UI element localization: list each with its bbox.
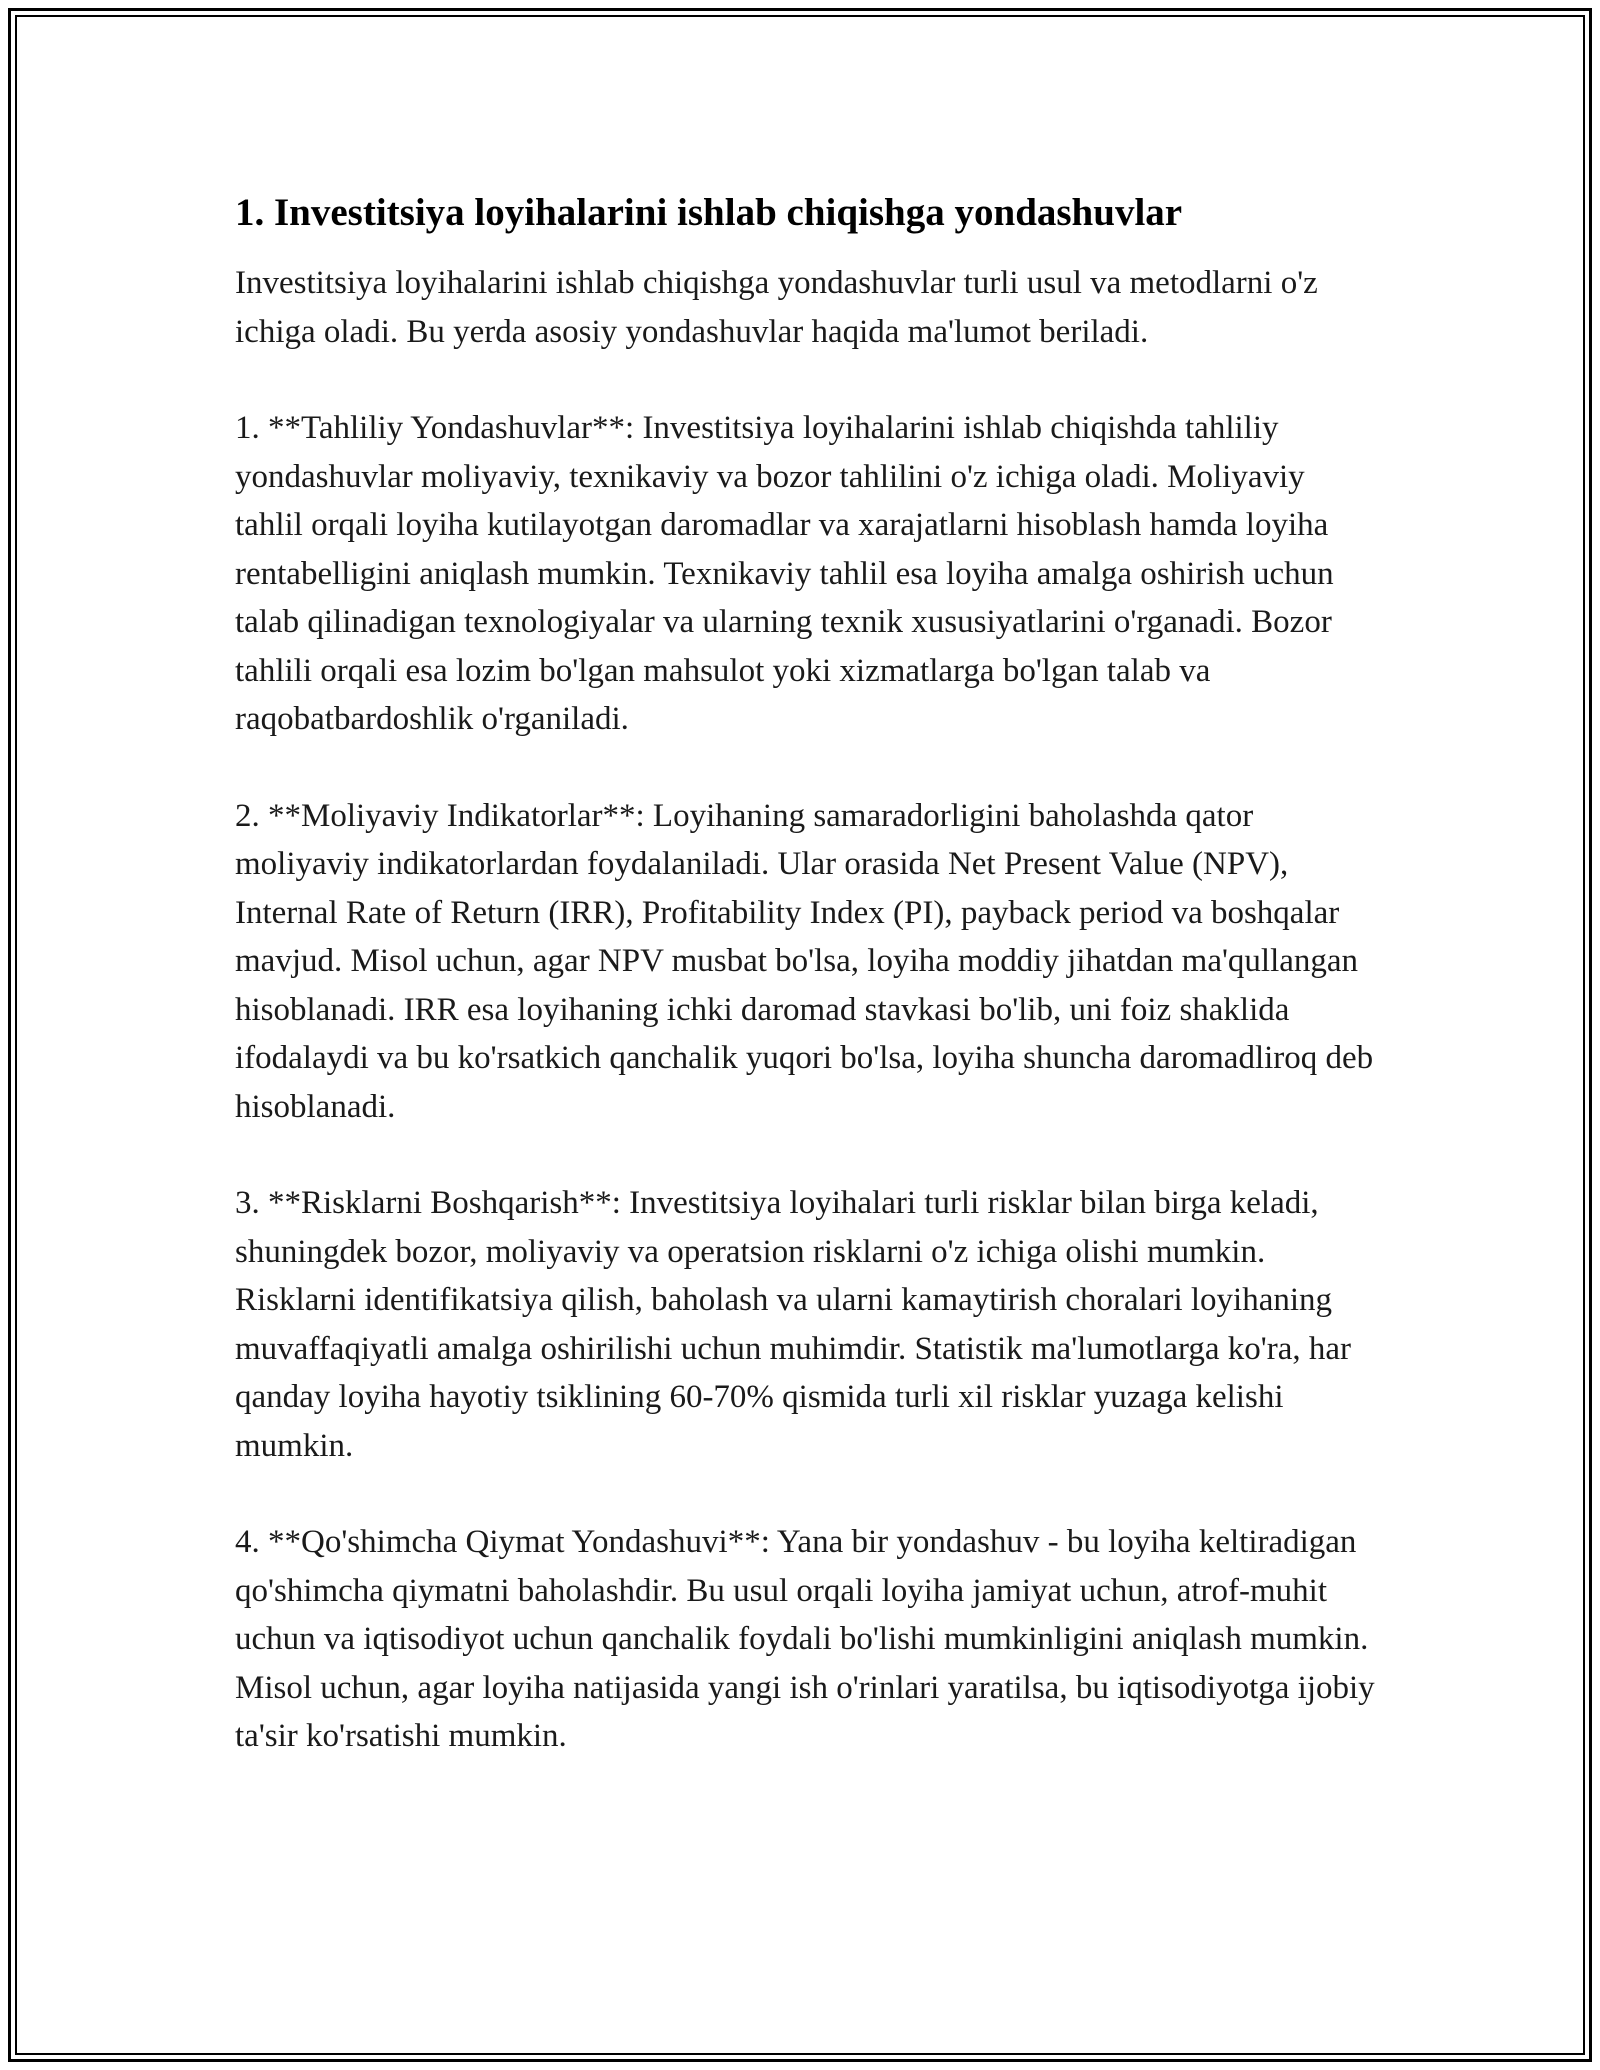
section-financial-indicators: 2. **Moliyaviy Indikatorlar**: Loyihaning samaradorligini baholashda qator moliyaviy indikatorlardan foydalaniladi. Ular orasida Net Present Value (NPV), Internal Rate of Return (IRR), Profitability Index (PI), payback period va boshqalar mavjud. Misol uchun, agar NPV musbat bo'lsa, loyiha moddiy jihatdan ma'qullangan hisoblanadi. IRR esa loyihaning ichki daromad stavkasi bo'lib, uni foiz shaklida ifodalaydi va bu ko'rsatkich qanchalik yuqori bo'lsa, loyiha shuncha daromadliroq deb hisoblanadi. — [235, 797, 1374, 1125]
section-analytical-approaches: 1. **Tahliliy Yondashuvlar**: Investitsiya loyihalarini ishlab chiqishda tahliliy yondashuvlar moliyaviy, texnikaviy va bozor tahlilini o'z ichiga oladi. Moliyaviy tahlil orqali loyiha kutilayotgan daromadlar va xarajatlarni hisoblash hamda loyiha rentabelligini aniqlash mumkin. Texnikaviy tahlil esa loyiha amalga oshirish uchun talab qilinadigan texnologiyalar va ularning texnik xususiyatlarini o'rganadi. Bozor tahlili orqali esa lozim bo'lgan mahsulot yoki xizmatlarga bo'lgan talab va raqobatbardoshlik o'rganiladi. — [235, 410, 1334, 737]
section-risk-management: 3. **Risklarni Boshqarish**: Investitsiya loyihalari turli risklar bilan birga keladi, shuningdek bozor, moliyaviy va operatsion risklarni o'z ichiga olishi mumkin. Risklarni identifikatsiya qilish, baholash va ularni kamaytirish choralari loyihaning muvaffaqiyatli amalga oshirilishi uchun muhimdir. Statistik ma'lumotlarga ko'ra, har qanday loyiha hayotiy tsiklining 60-70% qismida turli xil risklar yuzaga kelishi mumkin. — [235, 1185, 1351, 1464]
document-body — [235, 185, 1375, 1809]
document-title: 1. Investitsiya loyihalarini ishlab chiqishga yondashuvlar — [235, 191, 1183, 234]
section-added-value-approach: 4. **Qo'shimcha Qiymat Yondashuvi**: Yana bir yondashuv - bu loyiha keltiradigan qo'shimcha qiymatni baholashdir. Bu usul orqali loyiha jamiyat uchun, atrof-muhit uchun va iqtisodiyot uchun qanchalik foydali bo'lishi mumkinligini aniqlash mumkin. Misol uchun, agar loyiha natijasida yangi ish o'rinlari yaratilsa, bu iqtisodiyotga ijobiy ta'sir ko'rsatishi mumkin. — [235, 1524, 1375, 1754]
intro-paragraph: Investitsiya loyihalarini ishlab chiqishga yondashuvlar turli usul va metodlarni o'z ichiga oladi. Bu yerda asosiy yondashuvlar haqida ma'lumot beriladi. — [235, 265, 1318, 350]
